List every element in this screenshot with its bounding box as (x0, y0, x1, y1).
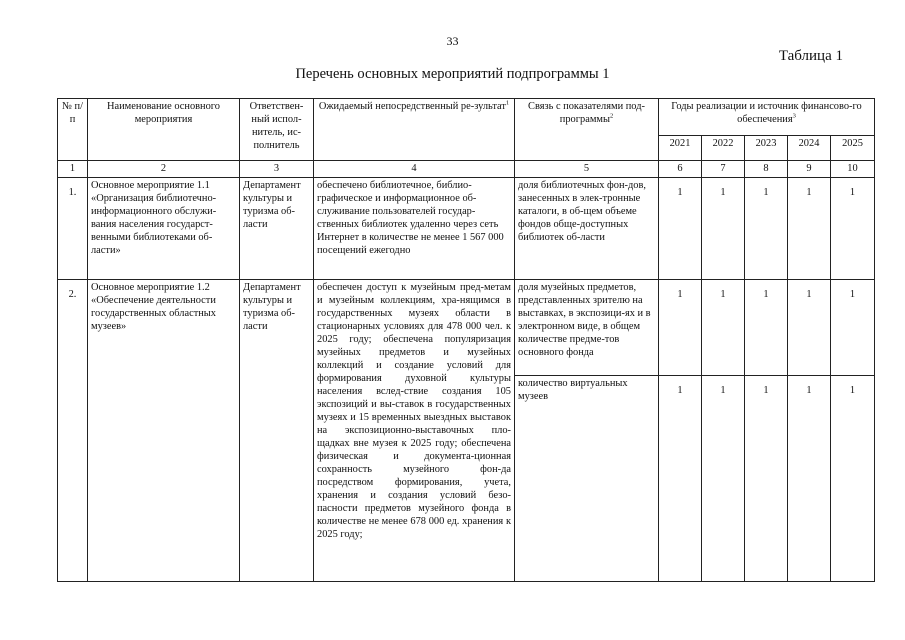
table-row (58, 280, 875, 376)
value-2021: 1 (659, 376, 702, 582)
measures-table (57, 98, 875, 582)
header-num: № п/п (58, 99, 88, 161)
col-index: 7 (702, 161, 745, 178)
year-2025: 2025 (831, 136, 875, 161)
header-link-label: Связь с показателями под-программы (528, 101, 645, 125)
value-2025: 1 (831, 178, 875, 280)
col-index: 6 (659, 161, 702, 178)
col-index: 10 (831, 161, 875, 178)
year-2021: 2021 (659, 136, 702, 161)
header-result-label: Ожидаемый непосредственный ре-зультат (318, 101, 506, 112)
table-label: Таблица 1 (778, 48, 843, 64)
table-row (58, 178, 875, 280)
header-years-label: Годы реализации и источник финансово-го обеспечения (671, 101, 862, 125)
value-2022: 1 (702, 376, 745, 582)
page-number: 33 (446, 34, 459, 48)
measure-name: Основное мероприятие 1.2 «Обеспечение деятельности государственных областных музеев» (88, 280, 240, 582)
value-2024: 1 (788, 178, 831, 280)
col-index: 8 (745, 161, 788, 178)
header-link (515, 99, 659, 161)
value-2023: 1 (745, 280, 788, 376)
footnote-1: 1 (505, 99, 510, 107)
measure-name: Основное мероприятие 1.1 «Организация библиотечно-информационного обслужи-вания населения государст-венными библиотеками об-ласти» (88, 178, 240, 280)
indicator-text: доля библиотечных фон-дов, занесенных в элек-тронные каталоги, в об-щем объеме фондов обще-доступных библиотек об-ласти (515, 178, 659, 280)
value-2024: 1 (788, 280, 831, 376)
value-2023: 1 (745, 376, 788, 582)
expected-result: обеспечен доступ к музейным пред-метам и музейным коллекциям, хра-нящимся в государственных музеях области в стационарных условиях для 478 000 чел. к 2025 году; обеспечена популяризация музейных предметов и музейных коллекций и создание условий для формирования духовной культуры населения вслед-ствие создания 105 экспозиций и вы-ставок в государственных музеях и 15 временных выездных выставок на экспозиционно-выставочных пло-щадках вне музея к 2025 году; обеспечена физическая и документа-ционная сохранность музейного фон-да посредством формирования, учета, хранения и создания условий безо-пасности предметов музейного фонда в количестве не менее 678 000 ед. хранения к 2025 году; (314, 280, 515, 582)
value-2021: 1 (659, 178, 702, 280)
col-index: 4 (314, 161, 515, 178)
header-name: Наименование основного мероприятия (88, 99, 240, 161)
indicator-text: доля музейных предметов, представленных зрителю на выставках, в экспозици-ях и в электронном виде, в общем количестве предме-тов основного фонда (515, 280, 659, 376)
value-2025: 1 (831, 280, 875, 376)
col-index: 9 (788, 161, 831, 178)
value-2021: 1 (659, 280, 702, 376)
col-index: 5 (515, 161, 659, 178)
year-2023: 2023 (745, 136, 788, 161)
row-num: 2. (58, 280, 88, 582)
expected-result: обеспечено библиотечное, библио-графическое и информационное об-служивание пользователей государ-ственных библиотек удаленно через сеть Интернет в количестве не менее 1 567 000 посещений ежегодно (314, 178, 515, 280)
header-row (58, 99, 875, 136)
col-index: 1 (58, 161, 88, 178)
year-2022: 2022 (702, 136, 745, 161)
indicator-text: количество виртуальных музеев (515, 376, 659, 582)
value-2022: 1 (702, 280, 745, 376)
footnote-2: 2 (609, 112, 614, 120)
value-2025: 1 (831, 376, 875, 582)
executor: Департамент культуры и туризма об-ласти (240, 178, 314, 280)
value-2024: 1 (788, 376, 831, 582)
value-2023: 1 (745, 178, 788, 280)
row-num: 1. (58, 178, 88, 280)
column-index-row (58, 161, 875, 178)
footnote-3: 3 (792, 112, 796, 120)
col-index: 3 (240, 161, 314, 178)
value-2022: 1 (702, 178, 745, 280)
header-years-title (659, 99, 875, 136)
header-result (314, 99, 515, 161)
header-executor: Ответствен-ный испол-нитель, ис-полнитель (240, 99, 314, 161)
year-2024: 2024 (788, 136, 831, 161)
executor: Департамент культуры и туризма об-ласти (240, 280, 314, 582)
col-index: 2 (88, 161, 240, 178)
document-title: Перечень основных мероприятий подпрограммы 1 (295, 66, 610, 82)
